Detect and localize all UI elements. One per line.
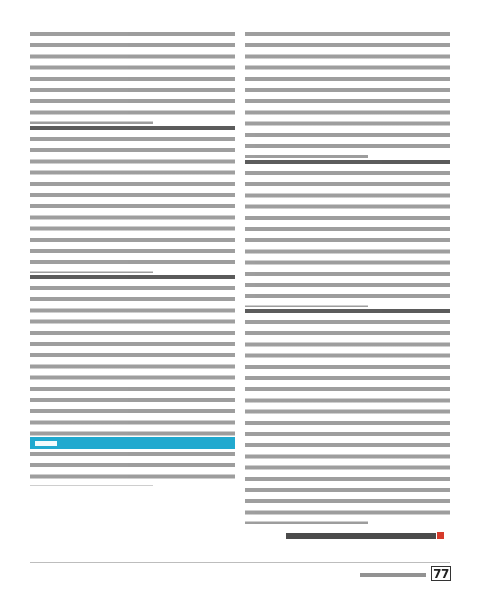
footer-divider bbox=[30, 562, 450, 563]
body-paragraph bbox=[30, 452, 235, 486]
inspiration-label bbox=[35, 441, 57, 446]
body-paragraph bbox=[245, 320, 450, 524]
author-byline bbox=[286, 533, 436, 539]
section-heading bbox=[245, 160, 450, 171]
body-paragraph bbox=[245, 171, 450, 307]
body-paragraph bbox=[30, 137, 235, 273]
page-number: 77 bbox=[433, 566, 449, 581]
left-column-inspiration-text bbox=[30, 452, 235, 542]
article-end-mark bbox=[437, 532, 444, 539]
body-paragraph bbox=[30, 32, 235, 124]
section-heading bbox=[30, 126, 235, 137]
body-paragraph bbox=[245, 32, 450, 158]
inspiration-banner bbox=[30, 437, 235, 449]
section-heading bbox=[245, 309, 450, 320]
section-heading bbox=[30, 275, 235, 286]
page-number-box bbox=[431, 566, 451, 581]
journal-name bbox=[360, 573, 426, 577]
right-column bbox=[245, 32, 450, 548]
body-paragraph bbox=[30, 286, 235, 444]
